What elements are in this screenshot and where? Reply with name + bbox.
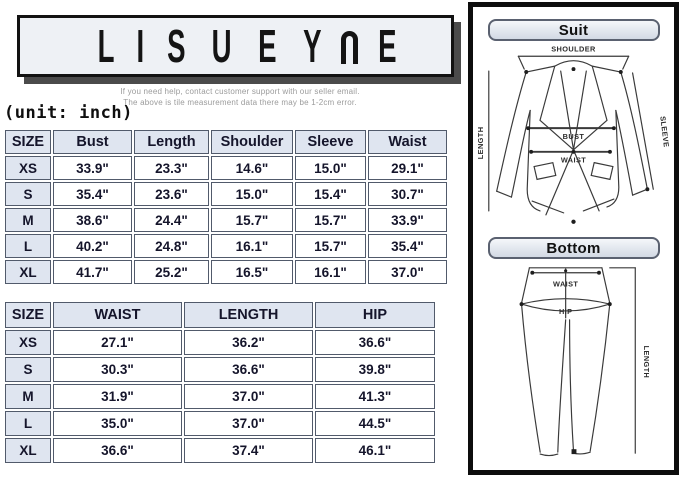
table-cell: 31.9" <box>53 384 182 409</box>
table-cell: 36.6" <box>53 438 182 463</box>
table-cell: 29.1" <box>368 156 447 180</box>
table-cell: 35.4" <box>368 234 447 258</box>
table-cell: 15.7" <box>295 208 366 232</box>
size-cell: M <box>5 384 51 409</box>
suit-bust-label: BUST <box>562 132 585 141</box>
size-cell: L <box>5 411 51 436</box>
table-cell: 44.5" <box>315 411 435 436</box>
size-cell: XL <box>5 260 51 284</box>
bottom-size-table <box>3 300 437 465</box>
table-cell: 35.4" <box>53 182 132 206</box>
bottom-hip-label: HIP <box>558 306 573 316</box>
table-cell: 37.0" <box>184 384 313 409</box>
table-row <box>5 438 435 463</box>
table-cell: 24.4" <box>134 208 209 232</box>
brand-letter: L <box>97 20 115 72</box>
table-cell: 23.3" <box>134 156 209 180</box>
brand-letter: E <box>258 20 277 72</box>
table-cell: 15.7" <box>295 234 366 258</box>
table-cell: 36.6" <box>315 330 435 355</box>
bottom-waist-label: WAIST <box>553 279 579 289</box>
suit-diagram-title: Suit <box>488 19 660 41</box>
table-cell: 41.7" <box>53 260 132 284</box>
table-row <box>5 330 435 355</box>
table-cell: 30.7" <box>368 182 447 206</box>
table-cell: 37.4" <box>184 438 313 463</box>
suit-sleeve-label: SLEEVE <box>658 115 672 148</box>
table-row <box>5 411 435 436</box>
suit-diagram <box>475 41 672 237</box>
table-cell: 30.3" <box>53 357 182 382</box>
table-cell: 37.0" <box>184 411 313 436</box>
header-cell: Shoulder <box>211 130 293 154</box>
bottom-length-label: LENGTH <box>642 345 652 379</box>
size-cell: XS <box>5 330 51 355</box>
seller-note <box>95 87 385 108</box>
table-cell: 24.8" <box>134 234 209 258</box>
header-cell: SIZE <box>5 130 51 154</box>
brand-letter-inverted-u <box>341 31 358 64</box>
brand-letter: Y <box>303 20 322 72</box>
table-cell: 38.6" <box>53 208 132 232</box>
table-cell: 40.2" <box>53 234 132 258</box>
header-cell: Waist <box>368 130 447 154</box>
bottom-diagram-title: Bottom <box>488 237 660 259</box>
brand-letter: U <box>211 20 232 72</box>
table-cell: 37.0" <box>368 260 447 284</box>
table-cell: 15.7" <box>211 208 293 232</box>
suit-waist-label: WAIST <box>560 155 587 165</box>
unit-label: (unit: inch) <box>4 103 133 123</box>
table-row <box>5 208 447 232</box>
table-header-row <box>5 130 447 154</box>
suit-size-table <box>3 128 449 286</box>
table-row <box>5 234 447 258</box>
table-cell: 23.6" <box>134 182 209 206</box>
table-cell: 46.1" <box>315 438 435 463</box>
header-cell: Sleeve <box>295 130 366 154</box>
size-cell: S <box>5 182 51 206</box>
header-cell: LENGTH <box>184 302 313 328</box>
table-cell: 15.0" <box>295 156 366 180</box>
size-cell: L <box>5 234 51 258</box>
size-cell: XS <box>5 156 51 180</box>
table-cell: 33.9" <box>368 208 447 232</box>
table-header-row <box>5 302 435 328</box>
table-cell: 25.2" <box>134 260 209 284</box>
size-cell: M <box>5 208 51 232</box>
table-cell: 36.6" <box>184 357 313 382</box>
size-cell: XL <box>5 438 51 463</box>
bottom-diagram <box>475 259 672 459</box>
size-cell: S <box>5 357 51 382</box>
table-cell: 15.0" <box>211 182 293 206</box>
table-cell: 16.1" <box>211 234 293 258</box>
table-cell: 36.2" <box>184 330 313 355</box>
table-row <box>5 260 447 284</box>
table-cell: 15.4" <box>295 182 366 206</box>
table-cell: 14.6" <box>211 156 293 180</box>
brand-letter: S <box>166 20 186 72</box>
header-cell: WAIST <box>53 302 182 328</box>
brand-logo <box>17 15 454 77</box>
header-cell: Length <box>134 130 209 154</box>
table-cell: 16.1" <box>295 260 366 284</box>
table-row <box>5 357 435 382</box>
table-cell: 16.5" <box>211 260 293 284</box>
table-row <box>5 384 435 409</box>
brand-letter: E <box>378 20 397 72</box>
table-cell: 27.1" <box>53 330 182 355</box>
suit-shoulder-label: SHOULDER <box>551 44 596 54</box>
brand-letter: I <box>136 20 145 72</box>
table-cell: 35.0" <box>53 411 182 436</box>
suit-length-label: LENGTH <box>475 126 485 160</box>
seller-note-line2: The above is tile measurement data there may be 1-2cm error. <box>123 97 357 107</box>
seller-note-line1: If you need help, contact customer support with our seller email. <box>120 87 360 96</box>
table-row <box>5 156 447 180</box>
header-cell: SIZE <box>5 302 51 328</box>
header-cell: HIP <box>315 302 435 328</box>
header-cell: Bust <box>53 130 132 154</box>
table-row <box>5 182 447 206</box>
measurement-diagram-panel <box>468 2 679 475</box>
table-cell: 39.8" <box>315 357 435 382</box>
table-cell: 41.3" <box>315 384 435 409</box>
table-cell: 33.9" <box>53 156 132 180</box>
